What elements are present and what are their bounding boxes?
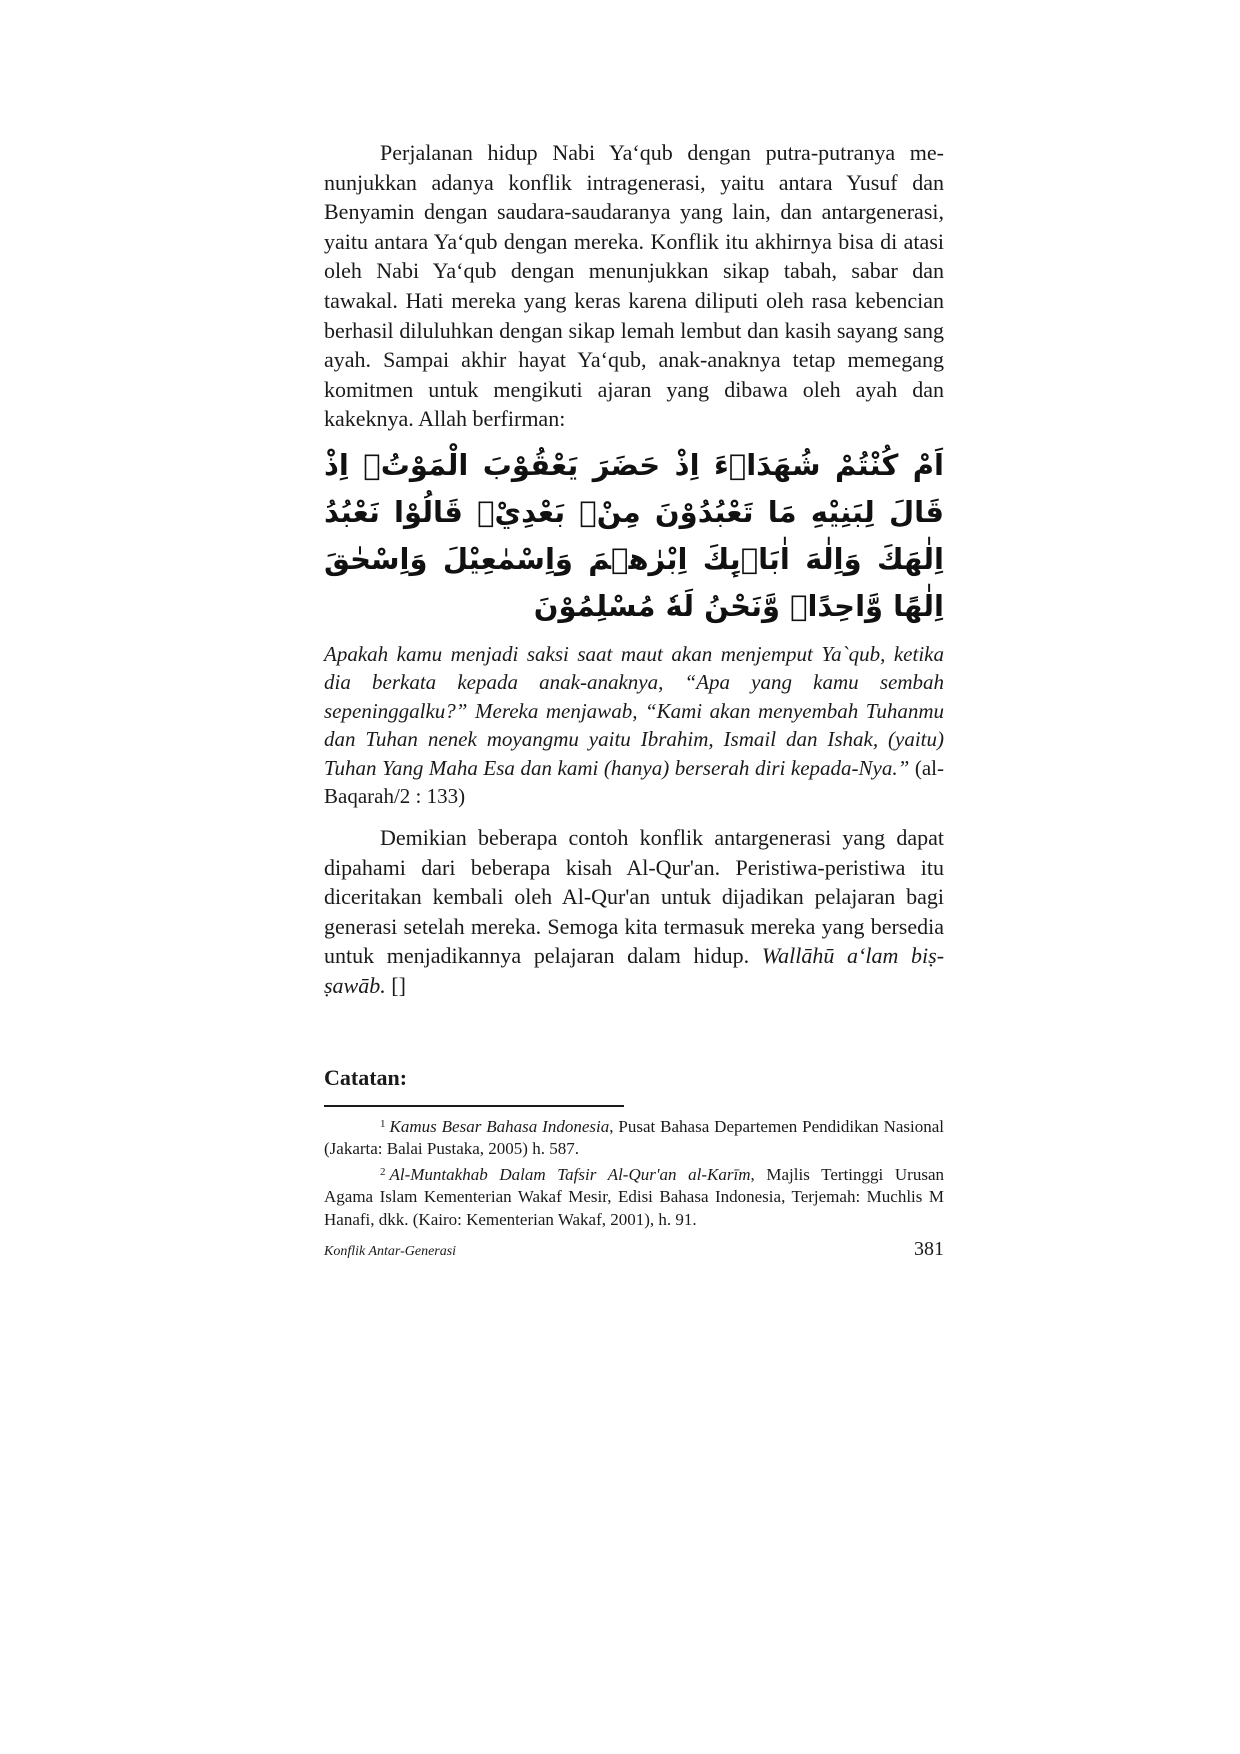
page-footer [324, 1238, 944, 1261]
page-content [324, 138, 944, 1231]
running-title: Konflik Antar-Generasi [324, 1244, 457, 1259]
footnote-title: Kamus Besar Bahasa Indonesia [389, 1116, 610, 1136]
footnote-number: 2 [380, 1165, 386, 1178]
arabic-verse: اَمْ كُنْتُمْ شُهَدَاۤءَ اِذْ حَضَرَ يَعْقُوْبَ الْمَوْتُۙ اِذْ قَالَ لِبَنِيْهِ مَا تَعْبُدُوْنَ مِنْۢ بَعْدِيْۗ قَالُوْا نَعْبُدُ اِلٰهَكَ وَاِلٰهَ اٰبَاۤىِٕكَ اِبْرٰهٖمَ وَاِسْمٰعِيْلَ وَاِسْحٰقَ اِلٰهًا وَّاحِدًاۚ وَّنَحْنُ لَهٗ مُسْلِمُوْنَ [324, 447, 944, 623]
paragraph-2-text: Demikian beberapa contoh konflik antargenerasi yang dapat dipahami dari beberapa kisah Al-Qur'an. Peristiwa-peristiwa itu diceritakan kembali oleh Al-Qur'an untuk dijadikan pelajaran bagi generasi setelah mereka. Semoga kita termasuk mereka yang bersedia untuk menjadikannya pelajaran dalam hidup. [324, 824, 944, 969]
footnote-text: , Pusat Bahasa Departemen Pendidikan Nasional (Jakarta: Balai Pustaka, 2005) h. 587. [324, 1116, 944, 1158]
closing-phrase: Wallāhū aʻlam biṣ-ṣawāb. [324, 943, 945, 998]
footnote-2 [324, 1161, 944, 1232]
footnote-1 [324, 1113, 944, 1161]
footnote-number: 1 [380, 1117, 386, 1130]
verse-reference: (al-Baqarah/2 : 133) [324, 755, 944, 809]
verse-translation [324, 640, 944, 811]
end-mark: [] [391, 972, 406, 998]
notes-heading: Catatan: [324, 1064, 408, 1090]
footnote-title: Al-Muntakhab Dalam Tafsir Al-Qur'an al-Karīm [389, 1164, 751, 1184]
translation-text: Apakah kamu menjadi saksi saat maut akan menjemput Ya`qub, ketika dia berkata kepada anak-anaknya, “Apa yang kamu sembah sepeninggalku?” Mereka menjawab, “Kami akan menyembah Tuhanmu dan Tuhan nenek moyangmu yaitu Ibrahim, Ismail dan Ishak, (yaitu) Tuhan Yang Maha Esa dan kami (hanya) berserah diri kepada-Nya.” [324, 641, 944, 780]
body-paragraph-2 [324, 823, 944, 1001]
footnote-text: , Majlis Tertinggi Urusan Agama Islam Kementerian Wakaf Mesir, Edisi Bahasa Indonesia, Terjemah: Muchlis M Hanafi, dkk. (Kairo: Kementerian Wakaf, 2001), h. 91. [324, 1164, 944, 1229]
body-paragraph-1: Perjalanan hidup Nabi Yaʻqub dengan putra-putranya menunjukkan adanya konflik intragenerasi, yaitu antara Yusuf dan Benyamin dengan saudara-saudaranya yang lain, dan antargenerasi, yaitu antara Yaʻqub dengan mereka. Konflik itu akhirnya bisa di atasi oleh Nabi Yaʻqub dengan menunjukkan sikap tabah, sabar dan tawakal. Hati mereka yang keras karena diliputi oleh rasa kebencian berhasil diluluhkan dengan sikap lemah lembut dan kasih sayang sang ayah. Sampai akhir hayat Yaʻqub, anak-anaknya tetap memegang komitmen untuk mengikuti ajaran yang dibawa oleh ayah dan kakeknya. Allah berfirman: [324, 140, 944, 432]
footnote-rule [324, 1105, 624, 1107]
page-number: 381 [914, 1238, 944, 1260]
